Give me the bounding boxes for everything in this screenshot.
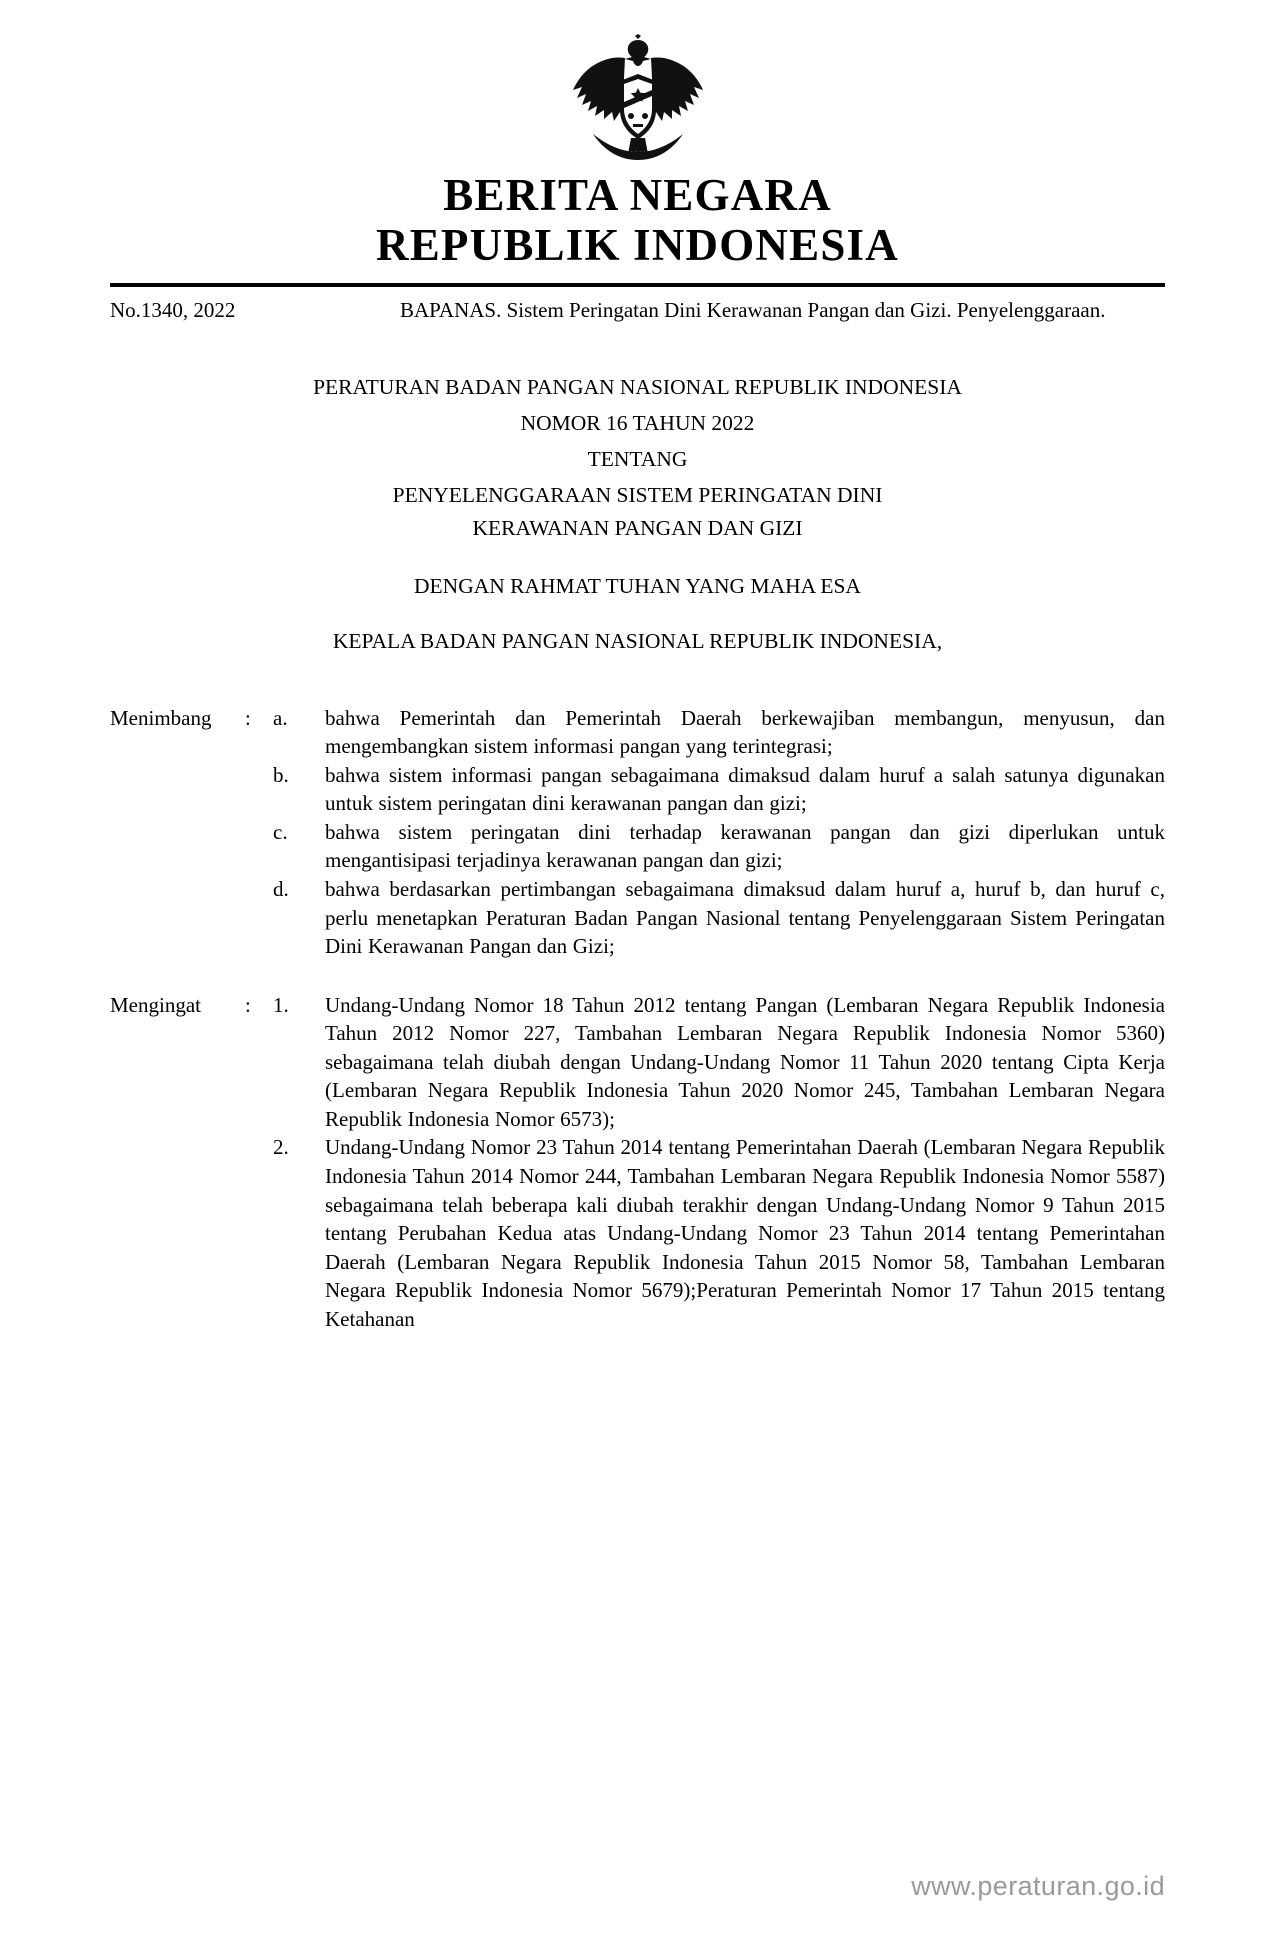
recalling-label: Mengingat — [110, 992, 201, 1017]
considering-section — [110, 704, 1165, 961]
regulation-about-line-1: PENYELENGGARAAN SISTEM PERINGATAN DINI — [392, 483, 883, 508]
clause-marker: c. — [273, 819, 288, 844]
emblem-container — [110, 0, 1165, 164]
gazette-header-row — [110, 297, 1165, 325]
masthead — [110, 170, 1165, 271]
clause-item — [110, 1133, 1165, 1333]
divine-invocation: DENGAN RAHMAT TUHAN YANG MAHA ESA — [414, 573, 861, 598]
regulation-number-year: NOMOR 16 TAHUN 2022 — [520, 410, 755, 435]
recalling-colon: : — [245, 992, 251, 1017]
garuda-pancasila-emblem — [563, 34, 713, 164]
clause-text: bahwa berdasarkan pertimbangan sebagaimana dimaksud dalam huruf a, huruf b, dan huruf c, perlu menetapkan Peraturan Badan Pangan Nasional tentang Penyelenggaraan Sistem Peringatan Dini Kerawanan Pangan dan Gizi; — [325, 877, 1165, 959]
clause-text: bahwa sistem peringatan dini terhadap kerawanan pangan dan gizi diperlukan untuk mengantisipasi terjadinya kerawanan pangan dan gizi; — [325, 819, 1165, 873]
considering-label: Menimbang — [110, 705, 212, 730]
masthead-divider — [110, 283, 1165, 287]
clause-item — [110, 991, 1165, 1134]
regulation-about-line-2: KERAWANAN PANGAN DAN GIZI — [472, 515, 803, 540]
clause-marker: 1. — [273, 992, 289, 1017]
recalling-section — [110, 991, 1165, 1334]
clause-text: bahwa Pemerintah dan Pemerintah Daerah berkewajiban membangun, menyusun, dan mengembangkan sistem informasi pangan yang terintegrasi; — [325, 705, 1165, 759]
clause-marker: a. — [273, 705, 288, 730]
clause-item — [110, 761, 1165, 818]
gazette-number: No.1340, 2022 — [110, 297, 236, 322]
clause-item — [110, 875, 1165, 961]
clause-item — [110, 818, 1165, 875]
regulation-title-block — [110, 371, 1165, 544]
considering-colon: : — [245, 705, 251, 730]
clause-item — [110, 704, 1165, 761]
issuing-authority: KEPALA BADAN PANGAN NASIONAL REPUBLIK INDONESIA, — [332, 628, 943, 653]
regulation-institution: PERATURAN BADAN PANGAN NASIONAL REPUBLIK INDONESIA — [313, 374, 962, 399]
clause-text: Undang-Undang Nomor 18 Tahun 2012 tentang Pangan (Lembaran Negara Republik Indonesia Tahun 2012 Nomor 227, Tambahan Lembaran Negara Republik Indonesia Nomor 5360) sebagaimana telah diubah dengan Undang-Undang Nomor 11 Tahun 2020 tentang Cipta Kerja (Lembaran Negara Republik Indonesia Tahun 2020 Nomor 245, Tambahan Lembaran Negara Republik Indonesia Nomor 6573); — [325, 992, 1165, 1131]
clause-text: bahwa sistem informasi pangan sebagaimana dimaksud dalam huruf a salah satunya digunakan untuk sistem peringatan dini kerawanan pangan dan gizi; — [325, 762, 1165, 816]
clauses-container — [110, 704, 1165, 1333]
clause-marker: d. — [273, 877, 289, 902]
masthead-line-2: REPUBLIK INDONESIA — [376, 220, 899, 271]
regulation-about-label: TENTANG — [587, 447, 688, 471]
masthead-line-1: BERITA NEGARA — [443, 170, 832, 220]
clause-marker: b. — [273, 762, 289, 787]
clause-text: Undang-Undang Nomor 23 Tahun 2014 tentang Pemerintahan Daerah (Lembaran Negara Republik Indonesia Tahun 2014 Nomor 244, Tambahan Lembaran Negara Republik Indonesia Nomor 5587) sebagaimana telah beberapa kali diubah terakhir dengan Undang-Undang Nomor 9 Tahun 2015 tentang Perubahan Kedua atas Undang-Undang Nomor 23 Tahun 2014 tentang Pemerintahan Daerah (Lembaran Negara Republik Indonesia Tahun 2015 Nomor 58, Tambahan Lembaran Negara Republik Indonesia Nomor 5679);Peraturan Pemerintah Nomor 17 Tahun 2015 tentang Ketahanan — [325, 1135, 1165, 1331]
gazette-subject: BAPANAS. Sistem Peringatan Dini Kerawanan Pangan dan Gizi. Penyelenggaraan. — [400, 297, 1106, 322]
footer-watermark: www.peraturan.go.id — [911, 1871, 1165, 1901]
clause-marker: 2. — [273, 1135, 289, 1160]
